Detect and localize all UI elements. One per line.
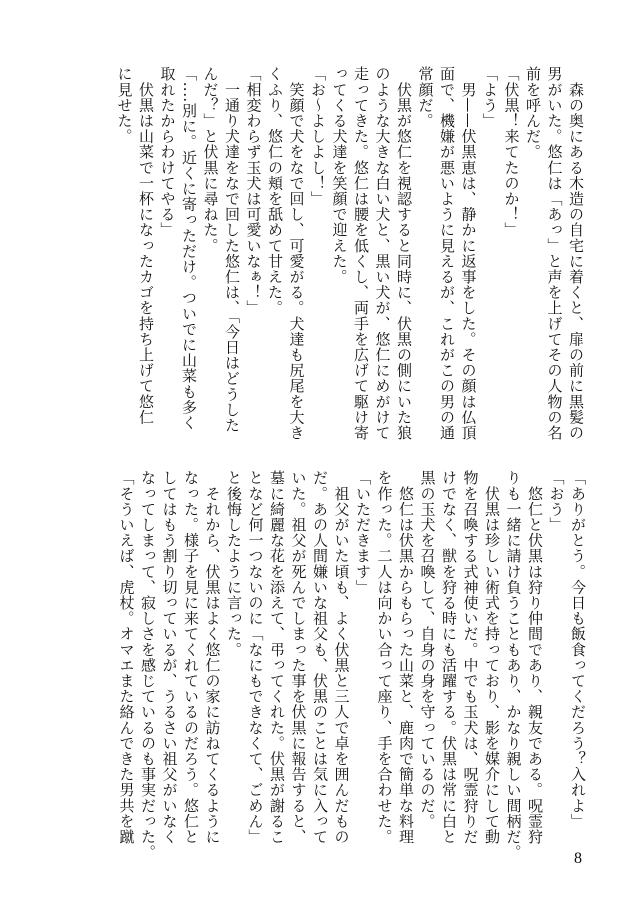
text-line: と後悔したように言った。 [225, 470, 243, 658]
text-line: のような大きな白い犬と、黒い犬が、悠仁にめがけて [373, 66, 392, 441]
top-text-block [113, 66, 586, 441]
text-line: 伏黒は珍しい術式を持っており、影を媒介にして動 [483, 470, 501, 845]
text-line: 「おう」 [547, 470, 566, 533]
text-line: 男——伏黒恵は、静かに返事をした。その顔は仏頂 [459, 66, 478, 441]
text-line: 笑顔で犬をなで回し、可愛がる。犬達も尻尾を大き [287, 66, 306, 441]
bottom-text-block [115, 470, 588, 860]
text-line: 悠仁と伏黒は狩り仲間であり、親友である。呪霊狩 [526, 470, 544, 845]
text-line: 森の奥にある木造の自宅に着くと、扉の前に黒髪の [567, 66, 585, 441]
text-line: けでなく、獣を狩る時にも活躍する。伏黒は常に白と [440, 470, 458, 845]
text-line: 墓に綺麗な花を添えて、弔ってくれた。伏黒が謝るこ [268, 470, 286, 845]
page-number: 8 [574, 850, 582, 867]
text-line: だ。あの人間嫌いな祖父も、伏黒のことは気に入って [311, 470, 329, 845]
text-line: 悠仁は伏黒からもらった山菜と、鹿肉で簡単な料理 [397, 470, 415, 845]
text-line: なってしまって、寂しさを感じているのも事実だった。 [139, 470, 157, 860]
text-line: 一通り犬達をなで回した悠仁は、「今日はどうした [223, 66, 241, 433]
text-line: 「いただきます」 [354, 470, 372, 595]
text-line: 「そういえば、虎杖。オマエまた絡んできた男共を蹴 [117, 470, 136, 845]
text-line: 面で、機嫌が悪いように見えるが、これがこの男の通 [438, 66, 456, 441]
text-line: を作った。二人は向かい合って座り、手を合わせた。 [375, 470, 394, 845]
text-line: 「伏黒！来てたのか！」 [502, 66, 521, 238]
text-line: 黒の玉犬を召喚して、自身の身を守っているのだ。 [418, 470, 437, 829]
text-line: 「ありがとう。今日も飯食ってくだろう？入れよ」 [569, 470, 587, 829]
text-line: 伏黒は山菜で一杯になったカゴを持ち上げて悠仁 [137, 66, 155, 425]
text-line: 前を呼んだ。 [524, 66, 542, 160]
text-line: 祖父がいた頃も、よく伏黒と三人で卓を囲んだもの [332, 470, 351, 845]
text-line: 走ってきた。悠仁は腰を低くし、両手を広げて駆け寄 [352, 66, 370, 441]
text-line: くふり、悠仁の頬を舐めて甘えた。 [266, 66, 284, 316]
text-line: 「‥‥別に。近くに寄っただけ。ついでに山菜も多く [180, 66, 198, 431]
text-line: なった。様子を見に来てくれているのだろう。悠仁と [182, 470, 200, 845]
text-line: に見せた。 [115, 66, 134, 144]
text-line: りも一緒に請け負うこともあり、かなり親しい間柄だ。 [504, 470, 523, 860]
text-line: してはもう割り切っているが、うるさい祖父がいなく [160, 470, 179, 845]
text-line: 取れたからわけてやる」 [158, 66, 177, 238]
text-line: 「よう」 [481, 66, 499, 129]
text-line: 男がいた。悠仁は「あっ」と声を上げてその人物の名 [545, 66, 564, 441]
text-line: 「相変わらず玉犬は可愛いなぁ！」 [244, 66, 263, 316]
text-line: 伏黒が悠仁を視認すると同時に、伏黒の側にいた狼 [395, 66, 413, 441]
text-line: となど何一つないのに「なにもできなくて、ごめん」 [246, 470, 265, 845]
text-line: 「お～よしよし！」 [309, 66, 327, 207]
text-line: 常顔だ。 [416, 66, 435, 129]
text-line: いた。祖父が死んでしまった事を伏黒に報告すると、 [289, 470, 308, 845]
text-line: んだ？」と伏黒に尋ねた。 [201, 66, 220, 254]
text-line: 物を召喚する式神使いだ。中でも玉犬は、呪霊狩りだ [461, 470, 480, 845]
text-line: それから、伏黒はよく悠仁の家に訪ねてくるように [203, 470, 222, 845]
text-line: ってくる犬達を笑顔で迎えた。 [330, 66, 349, 285]
